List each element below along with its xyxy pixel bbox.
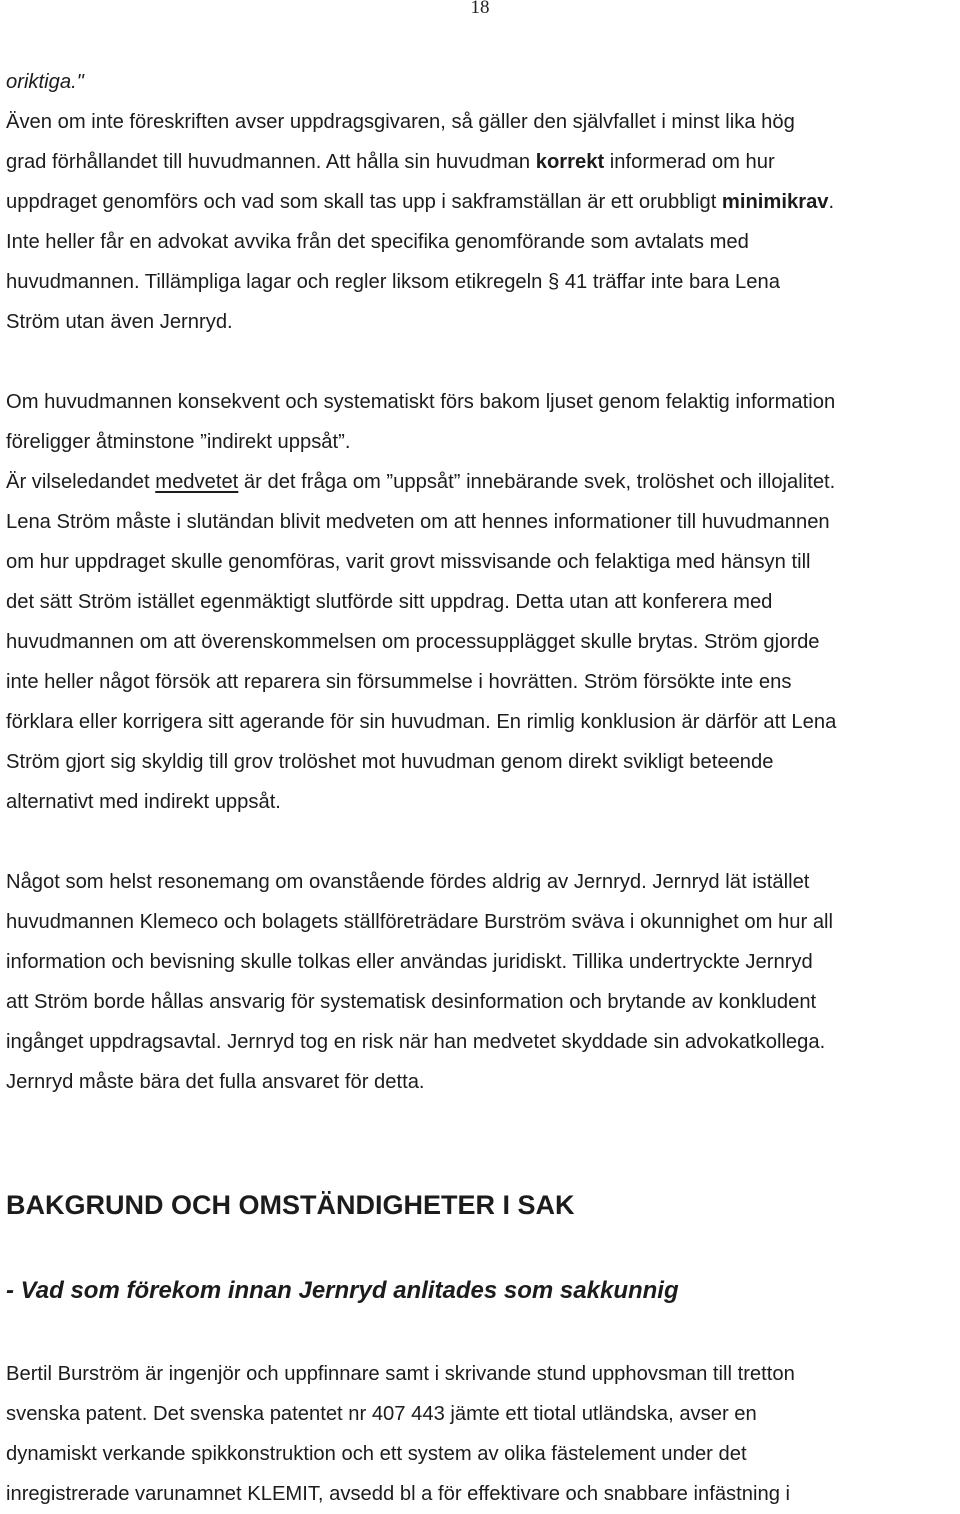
text-line: Ström utan även Jernryd.	[6, 311, 233, 333]
text-line: Inte heller får en advokat avvika från det specifika genomförande som avtalats med	[6, 231, 749, 253]
bold-text: korrekt	[535, 151, 605, 173]
section-heading: BAKGRUND OCH OMSTÄNDIGHETER I SAK	[6, 1190, 575, 1220]
text-line: inregistrerade varunamnet KLEMIT, avsedd bl a för effektivare och snabbare infästning i	[6, 1483, 791, 1505]
text-line: information och bevisning skulle tolkas eller användas juridiskt. Tillika undertryckte Jernryd	[6, 951, 813, 973]
underlined-text: medvetet	[155, 471, 239, 493]
text-line: att Ström borde hållas ansvarig för systematisk desinformation och brytande av konkludent	[6, 991, 817, 1013]
text-run: grad förhållandet till huvudmannen. Att hålla sin huvudman	[6, 151, 536, 173]
text-line: Jernryd måste bära det fulla ansvaret för detta.	[6, 1071, 425, 1093]
text-line: Även om inte föreskriften avser uppdragsgivaren, så gäller den självfallet i minst lika hög	[6, 111, 795, 133]
text-line: svenska patent. Det svenska patentet nr 407 443 jämte ett tiotal utländska, avser en	[6, 1403, 757, 1425]
text-line: huvudmannen. Tillämpliga lagar och regler liksom etikregeln § 41 träffar inte bara Lena	[6, 271, 780, 293]
text-line: Bertil Burström är ingenjör och uppfinnare samt i skrivande stund upphovsman till tretton	[6, 1363, 795, 1385]
text-line: Om huvudmannen konsekvent och systematiskt förs bakom ljuset genom felaktig information	[6, 391, 836, 413]
text-line: dynamiskt verkande spikkonstruktion och ett system av olika fästelement under det	[6, 1443, 747, 1465]
text-run: .	[828, 191, 835, 213]
text-line: inte heller något försök att reparera sin försummelse i hovrätten. Ström försökte inte ens	[6, 671, 792, 693]
paragraph-gap	[6, 342, 958, 382]
text-line: oriktiga."	[6, 71, 84, 93]
page-number: 18	[470, 0, 490, 18]
text-run: är det fråga om ”uppsåt” innebärande svek, trolöshet och illojalitet.	[238, 471, 836, 493]
text-line: förklara eller korrigera sitt agerande för sin huvudman. En rimlig konklusion är därför att Lena	[6, 711, 837, 733]
paragraph-gap	[6, 822, 958, 862]
text-line: föreligger åtminstone ”indirekt uppsåt”.	[6, 431, 351, 453]
text-line	[6, 142, 958, 182]
text-run: uppdraget genomförs och vad som skall tas upp i sakframställan är ett orubbligt	[6, 191, 722, 213]
text-run: informerad om hur	[604, 151, 775, 173]
text-line	[6, 462, 958, 502]
document-body-continued	[6, 1354, 958, 1514]
text-line: ingånget uppdragsavtal. Jernryd tog en risk när han medvetet skyddade sin advokatkollega.	[6, 1031, 826, 1053]
text-line: huvudmannen om att överenskommelsen om processupplägget skulle brytas. Ström gjorde	[6, 631, 820, 653]
text-line: Lena Ström måste i slutändan blivit medveten om att hennes informationer till huvudmannen	[6, 511, 830, 533]
document-body	[6, 62, 958, 1102]
section-subheading: - Vad som förekom innan Jernryd anlitades som sakkunnig	[6, 1277, 679, 1304]
text-line: Ström gjort sig skyldig till grov trolöshet mot huvudman genom direkt svikligt beteende	[6, 751, 774, 773]
bold-text: minimikrav	[721, 191, 829, 213]
text-line: huvudmannen Klemeco och bolagets ställföreträdare Burström sväva i okunnighet om hur all	[6, 911, 834, 933]
text-line: om hur uppdraget skulle genomföras, varit grovt missvisande och felaktiga med hänsyn till	[6, 551, 811, 573]
text-line	[6, 182, 958, 222]
text-line: alternativt med indirekt uppsåt.	[6, 791, 281, 813]
text-line: det sätt Ström istället egenmäktigt slutförde sitt uppdrag. Detta utan att konferera med	[6, 591, 773, 613]
text-line: Något som helst resonemang om ovanstående fördes aldrig av Jernryd. Jernryd lät istället	[6, 871, 810, 893]
text-run: Är vilseledandet	[6, 471, 156, 493]
